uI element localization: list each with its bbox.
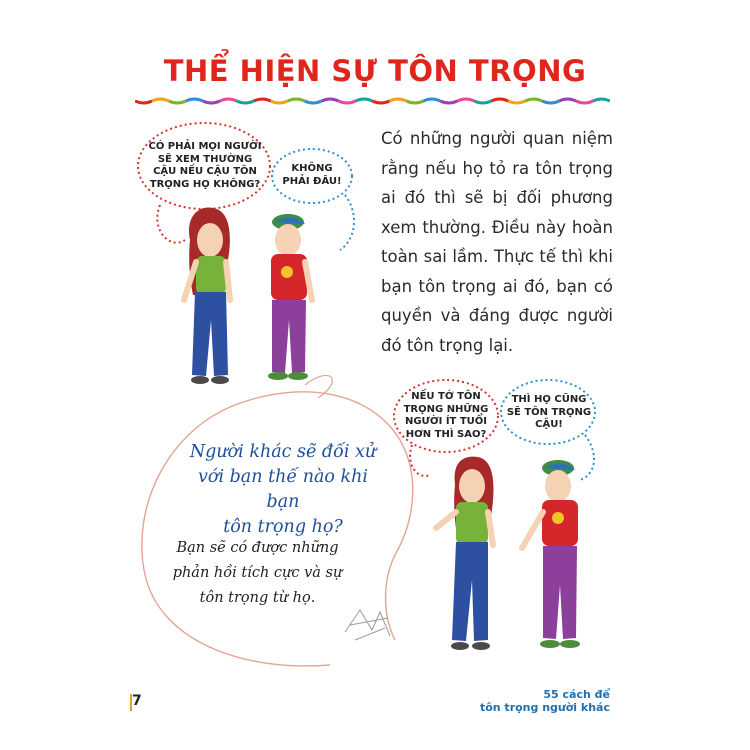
bubble-text-girl-top: CÓ PHẢI MỌI NGƯỜI SẼ XEM THƯỜNG CẬU NẾU CẬU TÔN TRỌNG HỌ KHÔNG? bbox=[148, 141, 262, 190]
page-title: THỂ HIỆN SỰ TÔN TRỌNG bbox=[163, 54, 587, 88]
girl-character-bottom bbox=[436, 457, 493, 650]
bubble-text-girl-bottom: NẾU TỚ TÔN TRỌNG NHỮNG NGƯỜI ÍT TUỔI HƠN THÌ SAO? bbox=[403, 391, 489, 440]
girl-character-top bbox=[184, 207, 230, 384]
scribble-icon bbox=[345, 610, 390, 640]
question-text: Người khác sẽ đối xử với bạn thế nào khi bạn tôn trọng họ? bbox=[189, 442, 377, 537]
boy-character-top bbox=[268, 214, 312, 380]
intro-paragraph: Có những người quan niệm rằng nếu họ tỏ ra tôn trọng ai đó thì sẽ bị đối phương xem thường. Điều này hoàn toàn sai lầm. Thực tế thì khi bạn tôn trọng ai đó, bạn có quyền và đáng được người đó tôn trọng lại. bbox=[381, 129, 613, 355]
book-title: 55 cách để tôn trọng người khác bbox=[479, 688, 610, 714]
bubble-text-boy-bottom: THÌ HỌ CŨNG SẼ TÔN TRỌNG CẬU! bbox=[506, 394, 592, 430]
bubble-text-boy-top: KHÔNG PHẢI ĐÂU! bbox=[282, 163, 342, 187]
boy-character-bottom bbox=[522, 460, 580, 648]
answer-text: Bạn sẽ có được những phản hồi tích cực và sự tôn trọng từ họ. bbox=[172, 540, 343, 606]
page-number: 7 bbox=[132, 693, 142, 709]
